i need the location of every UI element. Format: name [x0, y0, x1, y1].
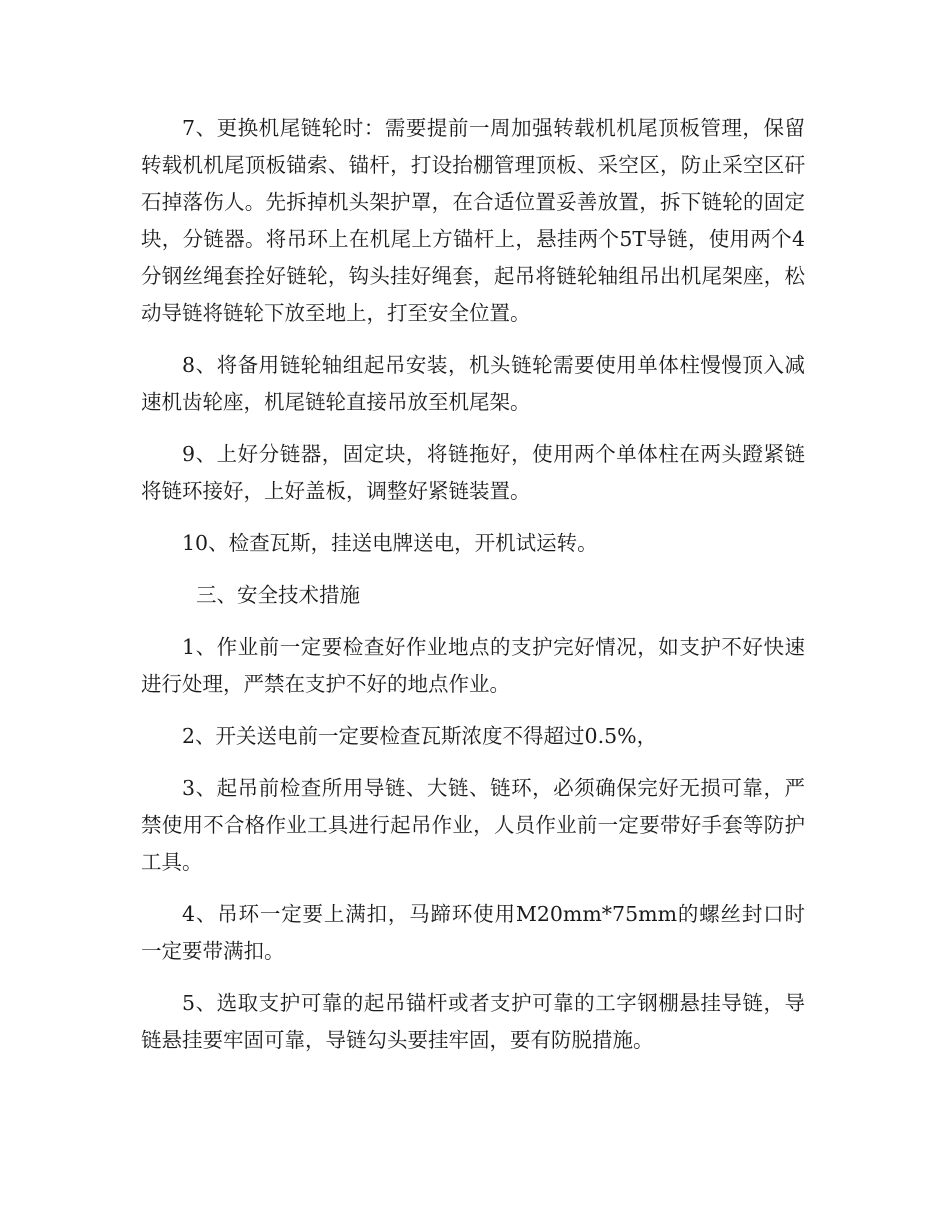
safety-item-4: 4、吊环一定要上满扣，马蹄环使用M20mm*75mm的螺丝封口时一定要带满扣。: [141, 902, 805, 963]
safety-item-3: 3、起吊前检查所用导链、大链、链环，必须确保完好无损可靠，严禁使用不合格作业工具进行起吊作业，人员作业前一定要带好手套等防护工具。: [141, 776, 805, 874]
safety-item-1: 1、作业前一定要检查好作业地点的支护完好情况，如支护不好快速进行处理，严禁在支护不好的地点作业。: [141, 635, 805, 696]
step-8-paragraph: 8、将备用链轮轴组起吊安装，机头链轮需要使用单体柱慢慢顶入减速机齿轮座，机尾链轮直接吊放至机尾架。: [141, 353, 805, 414]
document-body: [141, 110, 805, 1074]
step-10-paragraph: 10、检查瓦斯，挂送电牌送电，开机试运转。: [182, 531, 598, 555]
safety-item-5: 5、选取支护可靠的起吊锚杆或者支护可靠的工字钢棚悬挂导链，导链悬挂要牢固可靠，导链勾头要挂牢固，要有防脱措施。: [141, 991, 805, 1052]
section-heading-safety: 三、安全技术措施: [196, 583, 360, 607]
step-9-paragraph: 9、上好分链器，固定块，将链拖好，使用两个单体柱在两头蹬紧链将链环接好，上好盖板，调整好紧链装置。: [141, 442, 805, 503]
step-7-paragraph: 7、更换机尾链轮时：需要提前一周加强转载机机尾顶板管理，保留转载机机尾顶板锚索、锚杆，打设抬棚管理顶板、采空区，防止采空区矸石掉落伤人。先拆掉机头架护罩，在合适位置妥善放置，拆下链轮的固定块，分链器。将吊环上在机尾上方锚杆上，悬挂两个5T导链，使用两个4分钢丝绳套拴好链轮，钩头挂好绳套，起吊将链轮轴组吊出机尾架座，松动导链将链轮下放至地上，打至安全位置。: [141, 116, 805, 325]
safety-item-2: 2、开关送电前一定要检查瓦斯浓度不得超过0.5%，: [182, 724, 658, 748]
